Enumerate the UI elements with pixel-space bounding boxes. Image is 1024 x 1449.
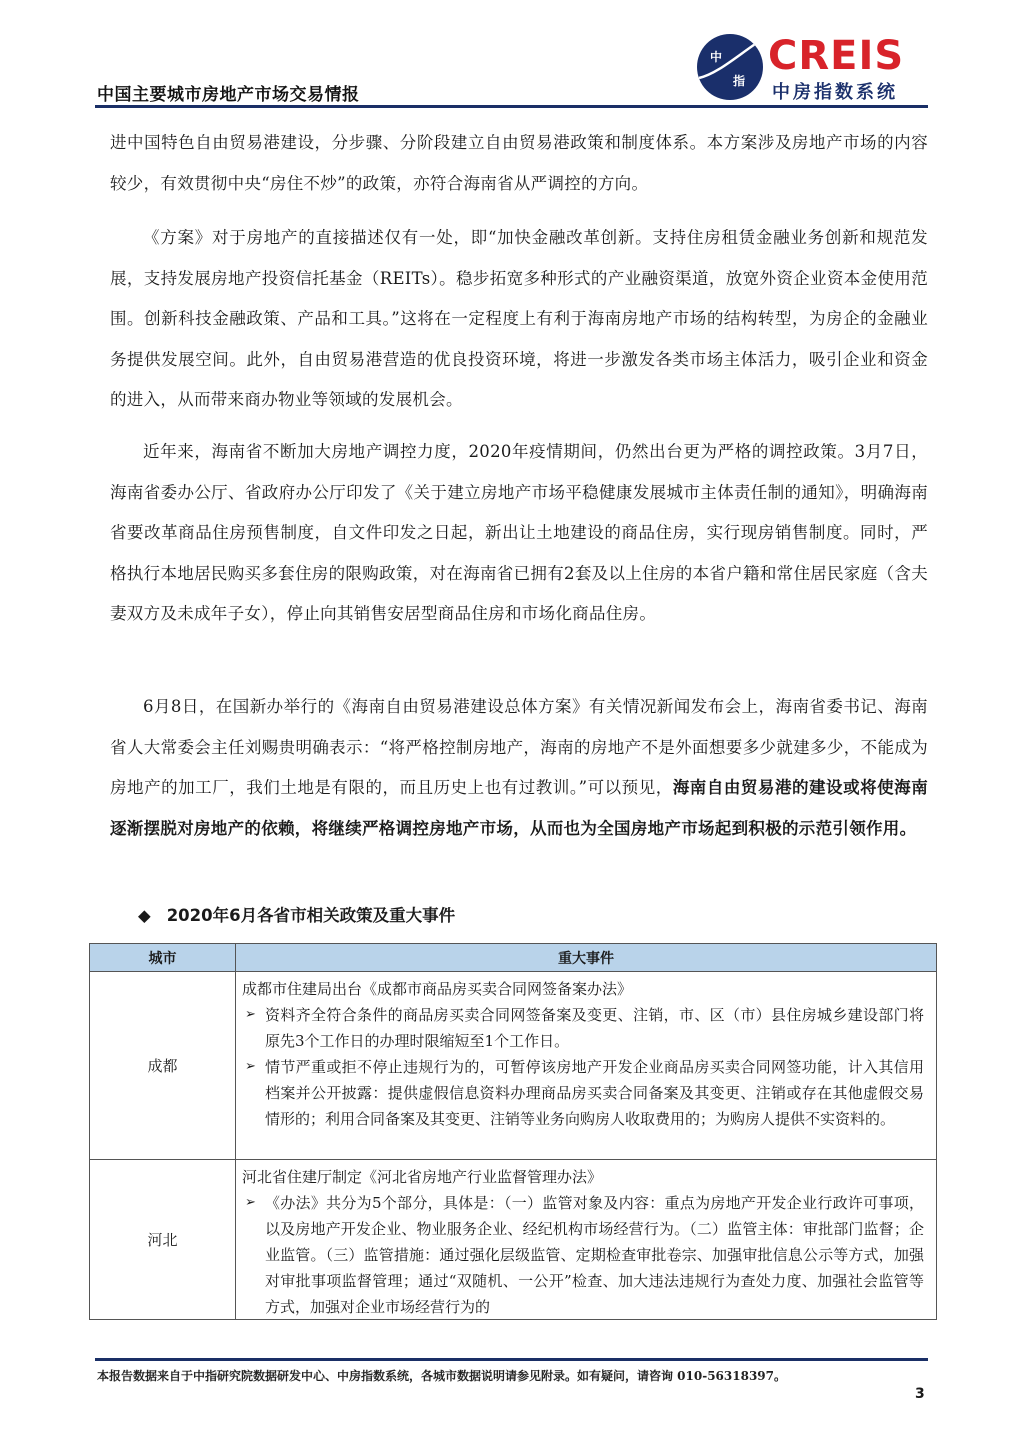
- events-table: [89, 943, 937, 1320]
- header-divider: [95, 105, 928, 108]
- footer-note: 本报告数据来自于中指研究院数据研发中心、中房指数系统，各城市数据说明请参见附录。如有疑问，请咨询 010-56318397。: [97, 1369, 787, 1383]
- table-row: [90, 1160, 937, 1320]
- paragraph-4: [110, 687, 928, 849]
- diamond-bullet-icon: ◆: [138, 906, 151, 925]
- paragraph-4-bold-conclusion: 海南自由贸易港的建设或将使海南逐渐摆脱对房地产的依赖，将继续严格调控房地产市场，从而也为全国房地产市场起到积极的示范引领作用。: [110, 778, 929, 838]
- event-cell: [236, 1160, 937, 1320]
- header-event: 重大事件: [236, 944, 937, 972]
- paragraph-1: 进中国特色自由贸易港建设，分步骤、分阶段建立自由贸易港政策和制度体系。本方案涉及房地产市场的内容较少，有效贯彻中央“房住不炒”的政策，亦符合海南省从严调控的方向。: [110, 133, 928, 193]
- paragraph-4-text: 6月8日，在国新办举行的《海南自由贸易港建设总体方案》有关情况新闻发布会上，海南省委书记、海南省人大常委会主任刘赐贵明确表示：“将严格控制房地产，海南的房地产不是外面想要多少就建多少，不能成为房地产的加工厂，我们土地是有限的，而且历史上也有过教训。”可以预见，: [110, 697, 928, 797]
- event-title: 成都市住建局出台《成都市商品房买卖合同网签备案办法》: [242, 980, 633, 998]
- table-header-row: [90, 944, 937, 972]
- event-content-clip: [242, 1164, 924, 1316]
- logo-char-top: 中: [710, 50, 723, 64]
- event-title: 河北省住建厅制定《河北省房地产行业监督管理办法》: [242, 1168, 603, 1186]
- paragraph-3: 近年来，海南省不断加大房地产调控力度，2020年疫情期间，仍然出台更为严格的调控政策。3月7日，海南省委办公厅、省政府办公厅印发了《关于建立房地产市场平稳健康发展城市主体责任制的通知》，明确海南省要改革商品住房预售制度，自文件印发之日起，新出让土地建设的商品住房，实行现房销售制度。同时，严格执行本地居民购买多套住房的限购政策，对在海南省已拥有2套及以上住房的本省户籍和常住居民家庭（含夫妻双方及未成年子女），停止向其销售安居型商品住房和市场化商品住房。: [110, 442, 928, 623]
- logo-char-bottom: 指: [733, 74, 746, 88]
- logo-swoosh-icon: [697, 34, 763, 100]
- report-title: 中国主要城市房地产市场交易情报: [97, 85, 360, 105]
- section-title: 2020年6月各省市相关政策及重大事件: [166, 906, 456, 925]
- city-cell: 河北: [90, 1160, 236, 1320]
- event-bullet: ➢ 《办法》共分为5个部分，具体是：（一）监管对象及内容：重点为房地产开发企业行政许可事项，以及房地产开发企业、物业服务企业、经纪机构市场经营行为。（二）监管主体：审批部门监督；企业监管。（三）监管措施：通过强化层级监管、定期检查审批卷宗、加强审批信息公示等方式，加强对审批事项监督管理；通过“双随机、一公开”检查、加大违法违规行为查处力度、加强社会监管等方式，加强对企业市场经营行为的: [242, 1190, 924, 1316]
- logo-emblem: [697, 34, 763, 100]
- section-heading: [138, 902, 455, 926]
- event-bullet: ➢ 情节严重或拒不停止违规行为的，可暂停该房地产开发企业商品房买卖合同网签功能，计入其信用档案并公开披露：提供虚假信息资料办理商品房买卖合同备案及其变更、注销或存在其他虚假交易情形的；利用合同备案及其变更、注销等业务向购房人收取费用的；为购房人提供不实资料的。: [242, 1054, 924, 1132]
- creis-logo: [694, 32, 928, 104]
- header-city: 城市: [90, 944, 236, 972]
- logo-brand-text: CREIS: [768, 33, 905, 79]
- city-cell: 成都: [90, 972, 236, 1160]
- footer-divider: [95, 1358, 928, 1361]
- event-cell: [236, 972, 937, 1160]
- paragraph-2: 《方案》对于房地产的直接描述仅有一处，即“加快金融改革创新。支持住房租赁金融业务创新和规范发展，支持发展房地产投资信托基金（REITs）。稳步拓宽多种形式的产业融资渠道，放宽外资企业资本金使用范围。创新科技金融政策、产品和工具。”这将在一定程度上有利于海南房地产市场的结构转型，为房企的金融业务提供发展空间。此外，自由贸易港营造的优良投资环境，将进一步激发各类市场主体活力，吸引企业和资金的进入，从而带来商办物业等领域的发展机会。: [110, 228, 928, 409]
- event-bullet-list: [242, 1002, 924, 1132]
- logo-subtitle: 中房指数系统: [772, 82, 898, 103]
- table-row: [90, 972, 937, 1160]
- event-bullet: ➢ 资料齐全符合条件的商品房买卖合同网签备案及变更、注销，市、区（市）县住房城乡建设部门将原先3个工作日的办理时限缩短至1个工作日。: [242, 1002, 924, 1054]
- page-number: 3: [915, 1386, 925, 1402]
- event-bullet-list: [242, 1190, 924, 1316]
